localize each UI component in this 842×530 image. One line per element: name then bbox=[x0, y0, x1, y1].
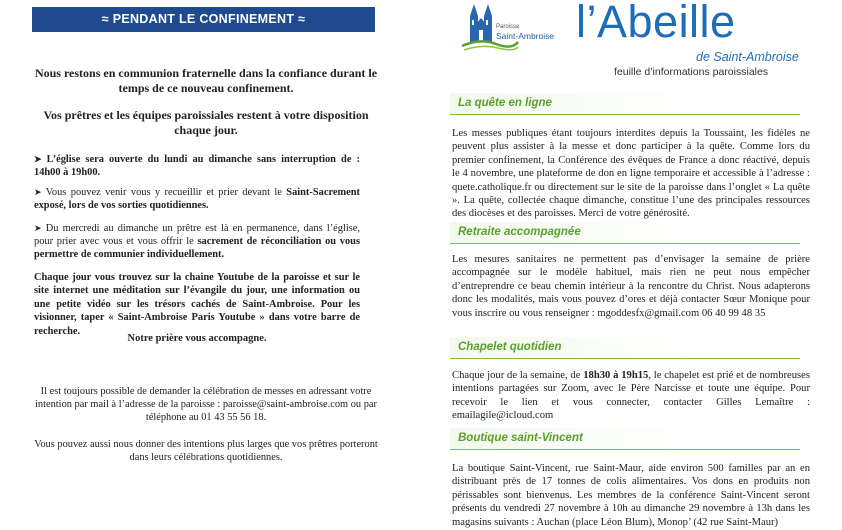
newsletter-subtitle: de Saint-Ambroise bbox=[696, 50, 799, 64]
bullet-adoration-bold: Saint-Sacrement exposé, lors de vos sorties quotidiennes. bbox=[34, 187, 360, 212]
newsletter-tagline: feuille d’informations paroissiales bbox=[614, 66, 769, 78]
bullet-adoration-text: Vous pouvez venir vous y recueillir et prier devant le bbox=[41, 187, 287, 198]
confinement-banner: ≈ PENDANT LE CONFINEMENT ≈ bbox=[32, 7, 375, 32]
section-body-retraite: Les mesures sanitaires ne permettent pas d’envisager la semaine de prière accompagnée sur le modèle habituel, mais rien ne peut nous empêcher d’entreprendre ce beau chemin intérieur à la rencontre du Christ. Nous adapterons donc les modalités, mais vous pouvez d’ores et déjà contacter Sœur Monique pour vous inscrire ou vous renseigner : mgoddesfx@gmail.com 06 40 99 48 35 bbox=[452, 254, 810, 319]
parish-label: Paroisse bbox=[496, 24, 520, 30]
newsletter-title: l’Abeille bbox=[576, 0, 736, 47]
intro-disposition: Vos prêtres et les équipes paroissiales restent à votre disposition chaque jour. bbox=[43, 108, 369, 137]
bullet-priest bbox=[34, 222, 360, 262]
section-body-quete: Les messes publiques étant toujours interdites depuis la Toussaint, les fidèles ne peuvent plus assister à la messe et donc participer à la quête. Comme lors du premier confinement, la Conférence des évêques de France a donc réactivé, depuis le 4 novembre, une plateforme de don en ligne temporaire et accessible à l’adresse : quete.catholique.fr ou directement sur le site de la paroisse dans l’onglet « La quête ». La quête, collectée chaque dimanche, constitue l’une des principales ressources des diocèses et des paroisses. Merci de votre générosité. bbox=[452, 128, 810, 220]
chapelet-text-a: Chaque jour de la semaine, de bbox=[452, 370, 584, 381]
bullet-church-hours-text: L’église sera ouverte du lundi au dimanche sans interruption de : 14h00 à 19h00. bbox=[34, 154, 360, 179]
section-title-boutique: Boutique saint-Vincent bbox=[450, 428, 800, 450]
chapelet-text-b: , le chapelet est prié et de nombreuses intentions partagées sur Zoom, avec le Père Narcisse et toute une équipe. Pour recevoir le lien et vous connecter, contacter Gilles Lemaître : emailagile@icloud.com bbox=[452, 370, 810, 422]
youtube-paragraph: Chaque jour vous trouvez sur la chaine Youtube de la paroisse et sur le site internet une méditation sur l’évangile du jour, une information ou une petite vidéo sur les trésors cachés de Saint-Ambroise. Pour les visionner, taper « Saint-Ambroise Paris Youtube » dans votre barre de recherche. bbox=[34, 272, 360, 337]
chapelet-hours: 18h30 à 19h15 bbox=[583, 370, 649, 381]
bullet-priest-text: Du mercredi au dimanche un prêtre est là en permanence, dans l’église, pour prier avec vous et vous offrir le bbox=[34, 223, 360, 248]
intentions-paragraph: Vous pouvez aussi nous donner des intentions plus larges que vos prêtres porteront dans leurs célébrations quotidiennes. bbox=[34, 439, 378, 464]
arrow-bullet-icon: ➤ bbox=[34, 187, 42, 197]
section-title-quete: La quête en ligne bbox=[450, 93, 800, 115]
arrow-bullet-icon: ➤ bbox=[34, 154, 42, 164]
section-body-chapelet bbox=[452, 369, 810, 423]
bullet-adoration bbox=[34, 186, 360, 212]
left-column bbox=[0, 0, 420, 530]
bullet-church-hours bbox=[34, 153, 360, 179]
messes-paragraph: Il est toujours possible de demander la célébration de messes en adressant votre intention par mail à l’adresse de la paroisse : paroisse@saint-ambroise.com ou par téléphone au 01 43 55 56 18. bbox=[35, 386, 377, 424]
section-body-boutique: La boutique Saint-Vincent, rue Saint-Maur, aide environ 500 familles par an en distribuant près de 17 tonnes de colis alimentaires. Vos dons en produits non périssables sont bienvenus. Les membres de la conférence Saint-Vincent seront présents du vendredi 27 novembre à 10h au dimanche 29 novembre à 13h dans les magasins suivants : Auchan (place Léon Blum), Monop’ (42 rue Saint-Maur) bbox=[452, 463, 810, 528]
right-column bbox=[440, 0, 842, 530]
arrow-bullet-icon: ➤ bbox=[34, 223, 42, 233]
parish-name: Saint-Ambroise bbox=[496, 31, 555, 41]
section-title-retraite: Retraite accompagnée bbox=[450, 222, 800, 244]
priere-line: Notre prière vous accompagne. bbox=[127, 333, 267, 344]
intro-communion: Nous restons en communion fraternelle dans la confiance durant le temps de ce nouveau confinement. bbox=[34, 66, 378, 95]
section-title-chapelet: Chapelet quotidien bbox=[450, 337, 800, 359]
church-logo bbox=[460, 2, 530, 54]
bullet-priest-bold: sacrement de réconciliation ou vous permettre de communier individuellement. bbox=[34, 236, 360, 261]
